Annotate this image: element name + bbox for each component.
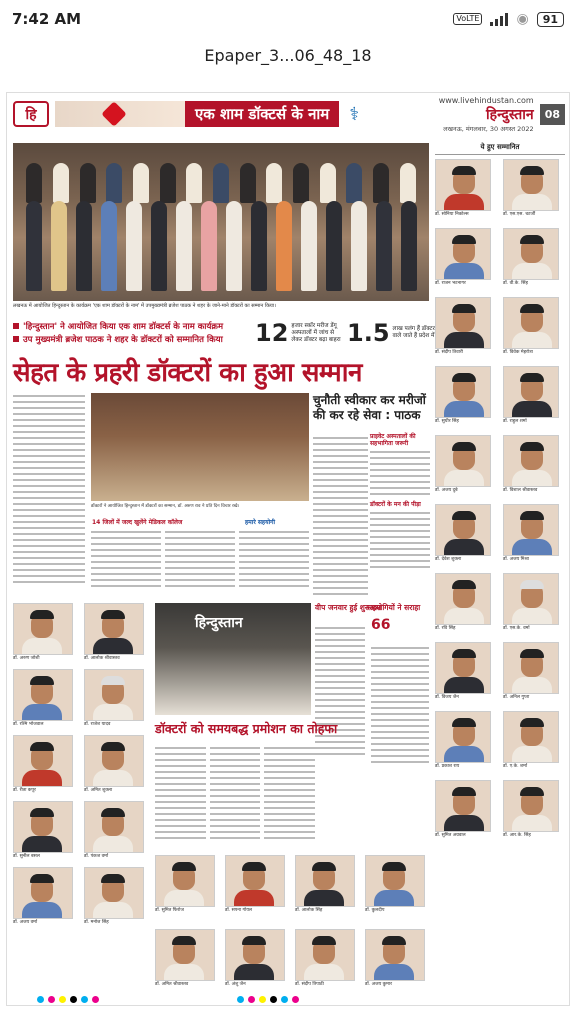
bullet-square-icon — [13, 323, 19, 329]
honoree-card: डॉ. अनिल गुप्ता — [503, 642, 565, 708]
honoree-card: डॉ. प्रकाश राय — [435, 711, 497, 777]
sidebar-box-title: प्राइवेट अस्पतालों की सहभागिता जरूरी — [370, 433, 416, 447]
honoree-card: डॉ. सुनील बसल — [13, 801, 78, 865]
honoree-column-title: ये हुए सम्मानित — [435, 143, 565, 155]
honoree-card: डॉ. अजय कुमार — [365, 929, 429, 999]
page-number: 08 — [540, 104, 565, 125]
honoree-card: डॉ. मनोज सिंह — [84, 867, 149, 931]
doctor-portrait — [435, 297, 491, 349]
side-story-title: सहयोगियों ने सराहा — [367, 603, 421, 612]
masthead-photo-strip — [55, 101, 185, 127]
bullet-square-icon — [13, 336, 19, 342]
secondary-headline: डॉक्टरों को समयबद्ध प्रमोशन का तोहफा — [155, 721, 338, 736]
doctor-portrait — [435, 711, 491, 763]
article-text-row — [91, 527, 309, 597]
doctor-portrait — [13, 867, 73, 919]
doctor-portrait — [84, 735, 144, 787]
doctor-portrait — [84, 669, 144, 721]
honoree-card: डॉ. अमित शुक्ला — [84, 735, 149, 799]
doctor-portrait — [13, 801, 73, 853]
honoree-card: डॉ. एस.के. वर्मा — [503, 573, 565, 639]
caduceus-icon: ⚕ — [349, 103, 360, 125]
doctor-portrait — [435, 435, 491, 487]
doctor-portrait — [503, 780, 559, 832]
doctor-portrait — [503, 159, 559, 211]
honoree-card: डॉ. राजेश यादव — [84, 669, 149, 733]
document-title-bar — [0, 38, 576, 72]
signal-icon — [490, 12, 508, 26]
kicker-line: उप मुख्यमंत्री ब्रजेश पाठक ने शहर के डॉक्टरों को सम्मानित किया — [13, 334, 248, 345]
doctor-portrait — [435, 504, 491, 556]
stat-number: 1.5 — [347, 319, 390, 347]
hindustan-logo-icon: हि — [13, 101, 49, 127]
honoree-card: डॉ. रश्मि भोजवाल — [13, 669, 78, 733]
masthead-title: एक शाम डॉक्टर्स के नाम — [185, 101, 339, 127]
battery-icon: 91 — [537, 12, 564, 27]
masthead-site: www.livehindustan.com — [438, 95, 534, 105]
honoree-card: डॉ. रवि सिंह — [435, 573, 497, 639]
print-registration-marks — [37, 996, 137, 1003]
article-text-column — [13, 391, 85, 591]
document-title: Epaper_3...06_48_18 — [204, 45, 372, 65]
article-text-row — [155, 743, 315, 853]
honoree-card: डॉ. विजय जैन — [435, 642, 497, 708]
sidebar-box-title: डॉक्टरों के मन की पीड़ा — [370, 501, 421, 508]
wifi-icon: ◉ — [516, 11, 529, 27]
honoree-card: डॉ. अजय मिश्रा — [503, 504, 565, 570]
honoree-grid-bottom — [155, 855, 429, 999]
print-registration-marks — [237, 996, 337, 1003]
honoree-grid-left — [13, 603, 149, 931]
highlight-number: 66 — [371, 617, 391, 633]
doctor-portrait — [503, 642, 559, 694]
side-story-title: वीप जनवार हुई शुरुआत — [315, 603, 382, 612]
honoree-card: डॉ. आर.के. सिंह — [503, 780, 565, 846]
honoree-card: डॉ. पंकज वर्मा — [84, 801, 149, 865]
doctor-portrait — [84, 603, 144, 655]
box-title-partners: हमारे सहयोगी — [245, 519, 276, 526]
honoree-card: डॉ. विवेक मेहरोत्रा — [503, 297, 565, 363]
doctor-portrait — [225, 929, 285, 981]
doctor-portrait — [435, 642, 491, 694]
stat-label: हजार स्कॉर मरीज डेंगू अस्पतालों में जांच से लेकर डॉक्टर बढ़ा बाहरा — [291, 322, 341, 343]
doctor-portrait — [155, 929, 215, 981]
doctor-portrait — [503, 366, 559, 418]
lower-section — [13, 603, 429, 1003]
honoree-card: डॉ. अजय वर्मा — [13, 867, 78, 931]
honoree-card: डॉ. राहुल शर्मा — [503, 366, 565, 432]
honoree-card: डॉ. अरुण जोशी — [13, 603, 78, 667]
stat-number: 12 — [255, 319, 289, 347]
doctor-portrait — [365, 929, 425, 981]
honoree-card: डॉ. देवेश शुक्ला — [435, 504, 497, 570]
main-group-photo — [13, 143, 429, 301]
honoree-card: डॉ. सुमित अग्रवाल — [435, 780, 497, 846]
doctor-portrait — [435, 228, 491, 280]
stat-box — [255, 319, 343, 347]
honoree-card: डॉ. सुमित फिरोज — [155, 855, 219, 925]
honoree-card: डॉ. ए.के. शर्मा — [503, 711, 565, 777]
status-time: 7:42 AM — [12, 10, 82, 28]
volte-icon: VoLTE — [453, 13, 482, 25]
main-headline: सेहत के प्रहरी डॉक्टरों का हुआ सम्मान — [13, 358, 362, 388]
doctor-portrait — [225, 855, 285, 907]
masthead — [13, 97, 565, 131]
article-text-column — [313, 433, 368, 603]
honoree-card: डॉ. सोनिया निकोल्स — [435, 159, 497, 225]
doctor-portrait — [503, 435, 559, 487]
masthead-brand: हिन्दुस्तान — [486, 106, 534, 123]
doctor-portrait — [503, 504, 559, 556]
masthead-date: लखनऊ, मंगलवार, 30 अगस्त 2022 — [443, 124, 534, 133]
hindustan-banner-text: हिन्दुस्तान — [195, 615, 243, 631]
doctor-portrait — [435, 366, 491, 418]
honoree-card: डॉ. आलोक सिंह — [295, 855, 359, 925]
honoree-card: डॉ. रीता कपूर — [13, 735, 78, 799]
heart-icon — [101, 101, 126, 126]
kicker-line: 'हिन्दुस्तान' ने आयोजित किया एक शाम डॉक्टर्स के नाम कार्यक्रम — [13, 321, 248, 332]
honoree-card: डॉ. आलोक श्रीवास्तव — [84, 603, 149, 667]
doctor-portrait — [155, 855, 215, 907]
doctor-portrait — [13, 669, 73, 721]
doctor-portrait — [435, 573, 491, 625]
honoree-card: डॉ. संदीप तिवारी — [435, 297, 497, 363]
status-icons — [453, 11, 564, 27]
doctor-portrait — [435, 780, 491, 832]
honoree-card: डॉ. अंशु जैन — [225, 929, 289, 999]
doctor-portrait — [503, 711, 559, 763]
honoree-card: डॉ. वी.के. सिंह — [503, 228, 565, 294]
doctor-portrait — [503, 297, 559, 349]
box-title-medical-colleges: 14 जिलों में जल्द खुलेंगे मेडिकल कॉलेज — [92, 519, 183, 526]
stat-label: लाख पलंग हैं डॉक्टर वाले जाते हैं प्रदेश में — [392, 326, 435, 339]
honoree-card: डॉ. सपना गोयल — [225, 855, 289, 925]
audience-photo-caption: डॉक्टरों ने आयोजित हिन्दुस्तान में डॉक्टरों का सम्मान, डॉ. अरुण राव ने प्रति दिन विचार रखे। — [91, 504, 240, 509]
doctor-portrait — [13, 603, 73, 655]
stat-box — [347, 319, 445, 347]
doctor-portrait — [365, 855, 425, 907]
honoree-card: डॉ. कुलदीप — [365, 855, 429, 925]
main-photo-caption: लखनऊ में आयोजित हिन्दुस्तान के कार्यक्रम 'एक शाम डॉक्टरों के नाम' में उपमुख्यमंत्री ब्रजेश पाठक ने शहर के जाने-माने डॉक्टरों का सम्मान किया। — [13, 303, 276, 309]
doctor-portrait — [84, 801, 144, 853]
honoree-column-right — [435, 143, 565, 1005]
honoree-card: डॉ. अजय दुबे — [435, 435, 497, 501]
honoree-card: डॉ. एस.एस. चटर्जी — [503, 159, 565, 225]
doctor-portrait — [503, 228, 559, 280]
doctor-portrait — [503, 573, 559, 625]
masthead-brand-block — [439, 96, 534, 133]
sidebar-box — [370, 433, 430, 603]
sub-headline: चुनौती स्वीकार कर मरीजों की कर रहे सेवा : पाठक — [313, 393, 426, 422]
honoree-card: डॉ. राजन भटनागर — [435, 228, 497, 294]
doctor-portrait — [435, 159, 491, 211]
doctor-portrait — [295, 855, 355, 907]
doctor-portrait — [84, 867, 144, 919]
epaper-page[interactable] — [6, 92, 570, 1006]
honoree-card: डॉ. सुधीर सिंह — [435, 366, 497, 432]
honoree-card: डॉ. संदीप त्रिपाठी — [295, 929, 359, 999]
status-bar — [0, 0, 576, 38]
doctor-portrait — [13, 735, 73, 787]
doctor-portrait — [295, 929, 355, 981]
honoree-card: डॉ. विशाल श्रीवास्तव — [503, 435, 565, 501]
award-ceremony-photo — [155, 603, 311, 715]
honoree-card: डॉ. अमित श्रीवास्तव — [155, 929, 219, 999]
event-audience-photo — [91, 393, 309, 501]
